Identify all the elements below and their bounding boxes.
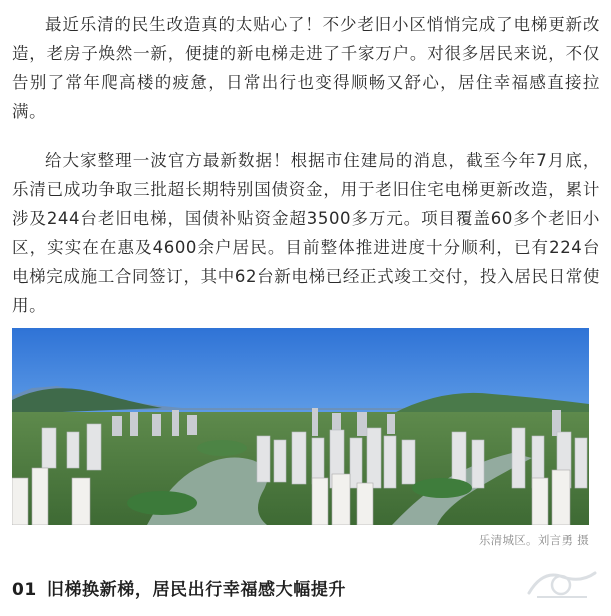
city-panorama-photo bbox=[12, 328, 589, 525]
section-heading bbox=[12, 575, 346, 600]
watermark-logo-icon bbox=[523, 563, 601, 603]
photo-caption: 乐清城区。刘言勇 摄 bbox=[478, 533, 589, 547]
article-paragraph-intro: 最近乐清的民生改造真的太贴心了！不少老旧小区悄悄完成了电梯更新改造，老房子焕然一新，便捷的新电梯走进了千家万户。对很多居民来说，不仅告别了常年爬高楼的疲惫，日常出行也变得顺畅又舒心，居住幸福感直接拉满。 bbox=[12, 15, 600, 121]
article-paragraph-data: 给大家整理一波官方最新数据！根据市住建局的消息，截至今年7月底，乐清已成功争取三批超长期特别国债资金，用于老旧住宅电梯更新改造，累计涉及244台老旧电梯，国债补贴资金超3500多万元。项目覆盖60多个老旧小区，实实在在惠及4600余户居民。目前整体推进进度十分顺利，已有224台电梯完成施工合同签订，其中62台新电梯已经正式竣工交付，投入居民日常使用。 bbox=[12, 151, 600, 315]
section-number: 01 bbox=[12, 580, 37, 600]
section-title-text: 旧梯换新梯，居民出行幸福感大幅提升 bbox=[46, 580, 347, 600]
